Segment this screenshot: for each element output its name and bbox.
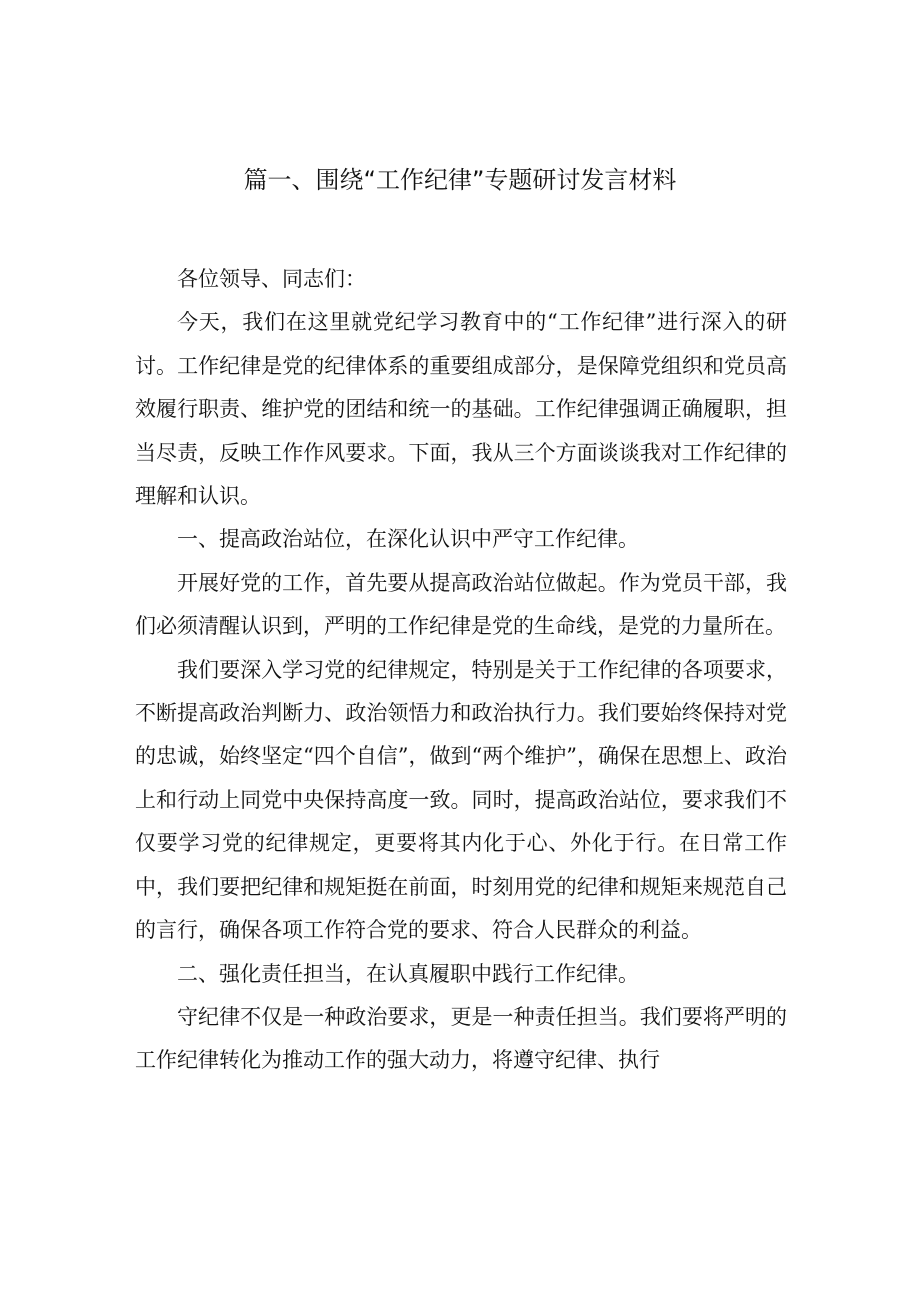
paragraph: 开展好党的工作，首先要从提高政治站位做起。作为党员干部，我们必须清醒认识到，严明的工作纪律是党的生命线，是党的力量所在。: [135, 570, 787, 639]
paragraph: 守纪律不仅是一种政治要求，更是一种责任担当。我们要将严明的工作纪律转化为推动工作的强大动力，将遵守纪律、执行: [135, 1004, 787, 1073]
paragraph-salutation: 各位领导、同志们：: [177, 267, 366, 291]
section-heading-2: 二、强化责任担当，在认真履职中践行工作纪律。: [177, 961, 639, 986]
document-body: [135, 258, 787, 1083]
paragraph: 我们要深入学习党的纪律规定，特别是关于工作纪律的各项要求，不断提高政治判断力、政治领悟力和政治执行力。我们要始终保持对党的忠诚，始终坚定“四个自信”，做到“两个维护”，确保在思想上、政治上和行动上同党中央保持高度一致。同时，提高政治站位，要求我们不仅要学习党的纪律规定，更要将其内化于心、外化于行。在日常工作中，我们要把纪律和规矩挺在前面，时刻用党的纪律和规矩来规范自己的言行，确保各项工作符合党的要求、符合人民群众的利益。: [135, 657, 787, 943]
document-title: 篇一、围绕“工作纪律”专题研讨发言材料: [243, 166, 677, 194]
paragraph-introduction: 今天，我们在这里就党纪学习教育中的“工作纪律”进行深入的研讨。工作纪律是党的纪律体系的重要组成部分，是保障党组织和党员高效履行职责、维护党的团结和统一的基础。工作纪律强调正确履职，担当尽责，反映工作作风要求。下面，我从三个方面谈谈我对工作纪律的理解和认识。: [135, 310, 787, 509]
section-heading-1: 一、提高政治站位，在深化认识中严守工作纪律。: [177, 527, 639, 552]
